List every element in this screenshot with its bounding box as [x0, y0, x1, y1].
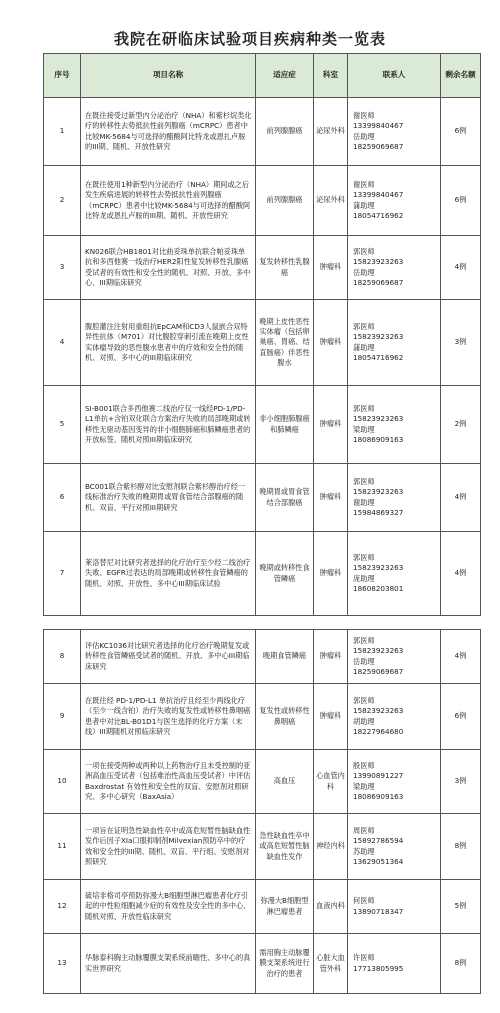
table-row: [44, 532, 481, 616]
department-cell: 肿瘤科: [314, 684, 348, 750]
remaining-quota-cell: 6例: [441, 166, 481, 236]
row-number-cell: 8: [44, 630, 81, 684]
remaining-quota-cell: 3例: [441, 750, 481, 814]
page-break-gap: [44, 616, 481, 630]
table-row: [44, 880, 481, 934]
project-name-cell: BC001联合紫杉醇对比安慰剂联合紫杉醇治疗经一线标准治疗失败的晚期胃或胃食管结合部腺癌的随机、双盲、平行对照III期研究: [81, 464, 256, 532]
trials-table: [43, 53, 481, 994]
indication-cell: 晚期食管鳞癌: [256, 630, 314, 684]
remaining-quota-cell: 4例: [441, 532, 481, 616]
department-cell: 肿瘤科: [314, 532, 348, 616]
project-name-cell: 在既往接受过新型内分泌治疗（NHA）和紫杉烷类化疗的转移性去势抵抗性前列腺癌（mCRPC）患者中比较MK-5684与可选择的醋酸阿比特龙或恩扎卢胺的III期、随机、开放性研究: [81, 98, 256, 166]
row-number-cell: 2: [44, 166, 81, 236]
row-number-cell: 10: [44, 750, 81, 814]
project-name-cell: 华脉泰科胸主动脉覆膜支架系统前瞻性、多中心的真实世界研究: [81, 934, 256, 994]
indication-cell: 复发性或转移性鼻咽癌: [256, 684, 314, 750]
remaining-quota-cell: 4例: [441, 630, 481, 684]
indication-cell: 弥漫大B细胞型淋巴瘤患者: [256, 880, 314, 934]
contact-cell: 郭医师 15823923263 梁助理 18086909163: [348, 386, 441, 464]
contact-cell: 郭医师 15823923263 岳助理 18259069687: [348, 630, 441, 684]
row-number-cell: 11: [44, 814, 81, 880]
table-header-row: [44, 54, 481, 98]
contact-cell: 殷医师 13990891227 梁助理 18086909163: [348, 750, 441, 814]
table-row: [44, 386, 481, 464]
contact-cell: 郭医师 15823923263 庞助理 18608203801: [348, 532, 441, 616]
project-name-cell: KN026联合HB1801对比曲妥珠单抗联合帕妥珠单抗和多西他赛一线治疗HER2阳性复发转移性乳腺癌受试者的有效性和安全性的随机、对照、开放、多中心、III期临床研究: [81, 236, 256, 300]
table-row: [44, 630, 481, 684]
row-number-cell: 3: [44, 236, 81, 300]
contact-cell: 郭医师 15823923263 蒲助理 18054716962: [348, 300, 441, 386]
remaining-quota-cell: 4例: [441, 464, 481, 532]
row-number-cell: 6: [44, 464, 81, 532]
indication-cell: 前列腺腺癌: [256, 98, 314, 166]
row-number-cell: 4: [44, 300, 81, 386]
department-cell: 泌尿外科: [314, 166, 348, 236]
header-indication: 适应症: [256, 54, 314, 98]
department-cell: 神经内科: [314, 814, 348, 880]
row-number-cell: 13: [44, 934, 81, 994]
header-department: 科室: [314, 54, 348, 98]
project-name-cell: 一项旨在证明急性缺血性卒中或高危短暂性脑缺血性发作后因子XIa口服抑制剂Milvexian预防卒中的疗效和安全性的III期、随机、双盲、平行组、安慰剂对照研究: [81, 814, 256, 880]
department-cell: 肿瘤科: [314, 386, 348, 464]
department-cell: 心血管内科: [314, 750, 348, 814]
indication-cell: 需用胸主动脉覆膜支架系统进行治疗的患者: [256, 934, 314, 994]
contact-cell: 许医师 17713805995: [348, 934, 441, 994]
department-cell: 肿瘤科: [314, 236, 348, 300]
table-row: [44, 464, 481, 532]
department-cell: 心脏大血管外科: [314, 934, 348, 994]
indication-cell: 急性缺血性卒中或高危短暂性脑缺血性发作: [256, 814, 314, 880]
contact-cell: 谢医师 13399840467 蒲助理 18054716962: [348, 166, 441, 236]
header-no: 序号: [44, 54, 81, 98]
row-number-cell: 5: [44, 386, 81, 464]
indication-cell: 非小细胞肺腺癌和肺鳞癌: [256, 386, 314, 464]
indication-cell: 复发转移性乳腺癌: [256, 236, 314, 300]
remaining-quota-cell: 6例: [441, 98, 481, 166]
row-number-cell: 9: [44, 684, 81, 750]
table-row: [44, 684, 481, 750]
header-project-name: 项目名称: [81, 54, 256, 98]
row-number-cell: 12: [44, 880, 81, 934]
indication-cell: 前列腺腺癌: [256, 166, 314, 236]
department-cell: 血液内科: [314, 880, 348, 934]
project-name-cell: 在既往使用1种新型内分泌治疗（NHA）期间或之后发生疾病进展的转移性去势抵抗性前列腺癌（mCRPC）患者中比较MK-5684与可选择的醋酸阿比特龙或恩扎卢胺的III期、随机、开放性研究: [81, 166, 256, 236]
indication-cell: 晚期胃或胃食管结合部腺癌: [256, 464, 314, 532]
contact-cell: 郭医师 15823923263 胡助理 18227964680: [348, 684, 441, 750]
contact-cell: 周医师 15892786594 苏助理 13629051364: [348, 814, 441, 880]
remaining-quota-cell: 3例: [441, 300, 481, 386]
page-break-cell: [44, 616, 481, 630]
contact-cell: 郭医师 15823923263 谢助理 15984869327: [348, 464, 441, 532]
header-contact: 联系人: [348, 54, 441, 98]
contact-cell: 郭医师 15823923263 岳助理 18259069687: [348, 236, 441, 300]
indication-cell: 晚期上皮性恶性实体瘤（包括卵巢癌、胃癌、结直肠癌）伴恶性腹水: [256, 300, 314, 386]
remaining-quota-cell: 5例: [441, 880, 481, 934]
remaining-quota-cell: 8例: [441, 934, 481, 994]
page-title: 我院在研临床试验项目疾病种类一览表: [113, 30, 386, 48]
row-number-cell: 1: [44, 98, 81, 166]
table-row: [44, 934, 481, 994]
contact-cell: 何医师 13890718347: [348, 880, 441, 934]
project-name-cell: 腹腔灌注注射用重组抗EpCAM和CD3人鼠嵌合双特异性抗体（M701）对比腹腔穿刺引流在晚期上皮性实体瘤导致的恶性腹水患者中的疗效和安全性的随机、对照、多中心的III期临床研究: [81, 300, 256, 386]
remaining-quota-cell: 4例: [441, 236, 481, 300]
table-row: [44, 814, 481, 880]
project-name-cell: SI-B001联合多西他赛二线治疗仅一线经PD-1/PD-L1单抗+含铂双化联合方案治疗失败的局部晚期或转移性无驱动基因变异的非小细胞肺癌和肺鳞癌患者的开放标签、随机对照III期临床研究: [81, 386, 256, 464]
remaining-quota-cell: 8例: [441, 814, 481, 880]
project-name-cell: 莱洛替尼对比研究者选择的化疗治疗至少经二线治疗失败、EGFR过表达的局部晚期或转移性食管鳞癌的随机、对照、开放性、多中心III期临床试验: [81, 532, 256, 616]
department-cell: 肿瘤科: [314, 300, 348, 386]
department-cell: 泌尿外科: [314, 98, 348, 166]
table-row: [44, 236, 481, 300]
project-name-cell: 评估KC1036对比研究者选择的化疗治疗晚期复发或转移性食管鳞癌受试者的随机、开放、多中心III期临床研究: [81, 630, 256, 684]
table-row: [44, 98, 481, 166]
project-name-cell: 一项在接受两种或两种以上药物治疗且未受控制的亚洲高血压受试者（包括难治性高血压受试者）中评估Baxdrostat 有效性和安全性的双盲、安慰剂对照研究、多中心研究（BaxAsia）: [81, 750, 256, 814]
row-number-cell: 7: [44, 532, 81, 616]
project-name-cell: 硫培非格司亭预防弥漫大B细胞型淋巴瘤患者化疗引起的中性粒细胞减少症的有效性及安全性的多中心、随机对照、开放性临床研究: [81, 880, 256, 934]
remaining-quota-cell: 2例: [441, 386, 481, 464]
contact-cell: 谢医师 13399840467 岳助理 18259069687: [348, 98, 441, 166]
indication-cell: 高血压: [256, 750, 314, 814]
header-remaining-quota: 剩余名额: [441, 54, 481, 98]
indication-cell: 晚期或转移性食管鳞癌: [256, 532, 314, 616]
department-cell: 肿瘤科: [314, 464, 348, 532]
remaining-quota-cell: 6例: [441, 684, 481, 750]
table-row: [44, 166, 481, 236]
project-name-cell: 在既往经 PD-1/PD-L1 单抗治疗且经至少两线化疗（至少一线含铂）治疗失败的复发性或转移性鼻咽癌患者中对比BL-B01D1与医生选择的化疗方案（末线）III期随机对照临床研究: [81, 684, 256, 750]
table-row: [44, 750, 481, 814]
department-cell: 肿瘤科: [314, 630, 348, 684]
table-row: [44, 300, 481, 386]
